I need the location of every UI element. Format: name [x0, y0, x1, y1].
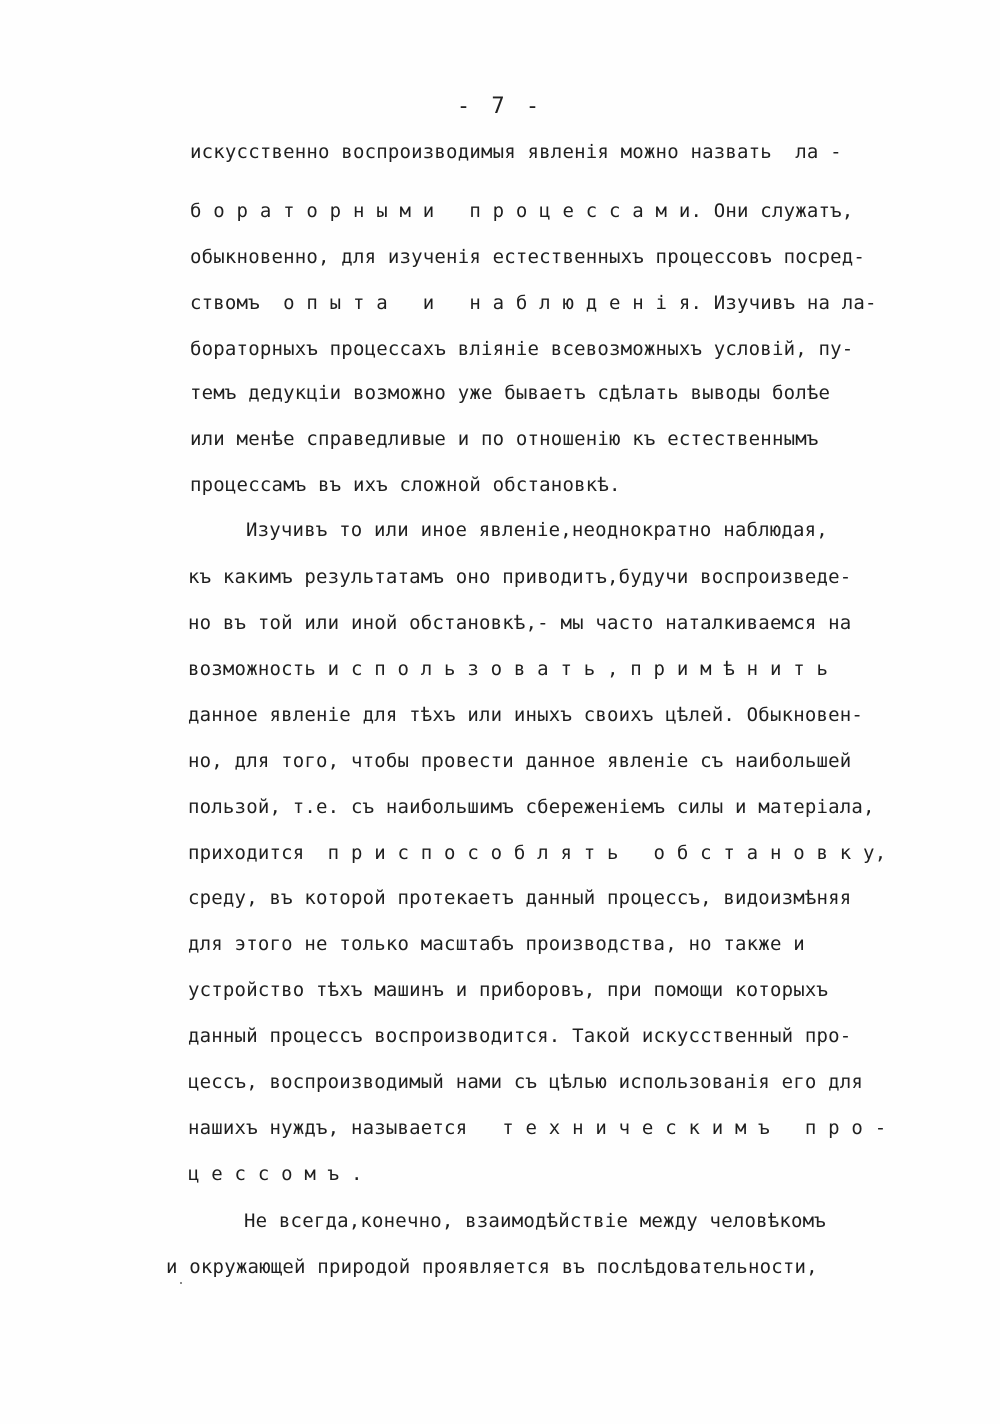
text-line: процессамъ въ ихъ сложной обстановкѣ.	[190, 474, 621, 496]
text-line: среду, въ которой протекаетъ данный процессъ, видоизмѣняя	[188, 887, 852, 909]
text-line: цессъ, воспроизводимый нами съ цѣлью использованія его для	[188, 1071, 864, 1093]
text-line: Изучивъ то или иное явленіе,неоднократно наблюдая,	[246, 519, 828, 541]
text-line: пользой, т.е. съ наибольшимъ сбереженіемъ силы и матеріала,	[188, 796, 875, 818]
text-line: данное явленіе для тѣхъ или иныхъ своихъ цѣлей. Обыкновен-	[188, 704, 864, 726]
text-line: но, для того, чтобы провести данное явленіе съ наибольшей	[188, 750, 852, 772]
text-line: къ какимъ результатамъ оно приводитъ,будучи воспроизведе-	[188, 566, 852, 588]
text-line: бораторныхъ процессахъ вліяніе всевозможныхъ условій, пу-	[190, 338, 854, 360]
text-line: возможность и с п о л ь з о в а т ь , п р и м ѣ н и т ь	[188, 658, 829, 680]
text-line: ствомъ о п ы т а и н а б л ю д е н і я. Изучивъ на ла-	[190, 292, 877, 314]
text-line: и окружающей природой проявляется въ послѣдовательности,	[166, 1256, 818, 1278]
scan-speck	[180, 1282, 182, 1284]
text-line: ц е с с о м ъ .	[188, 1163, 363, 1185]
text-line: но въ той или иной обстановкѣ,- мы часто наталкиваемся на	[188, 612, 852, 634]
text-line: устройство тѣхъ машинъ и приборовъ, при помощи которыхъ	[188, 979, 829, 1001]
text-line: искусственно воспроизводимыя явленія можно назвать ла -	[190, 141, 842, 163]
text-line: данный процессъ воспроизводится. Такой искусственный про-	[188, 1025, 852, 1047]
text-line: обыкновенно, для изученія естественныхъ процессовъ посред-	[190, 246, 866, 268]
text-line: б о р а т о р н ы м и п р о ц е с с а м и. Они служатъ,	[190, 200, 854, 222]
page-number: - 7 -	[456, 94, 544, 119]
text-line: темъ дедукціи возможно уже бываетъ сдѣлать выводы болѣе	[190, 382, 831, 404]
text-line: для этого не только масштабъ производства, но также и	[188, 933, 805, 955]
text-line: приходится п р и с п о с о б л я т ь о б с т а н о в к у,	[188, 842, 887, 864]
text-line: Не всегда,конечно, взаимодѣйствіе между человѣкомъ	[244, 1210, 826, 1232]
text-line: нашихъ нуждъ, называется т е х н и ч е с к и м ъ п р о -	[188, 1117, 887, 1139]
text-line: или менѣе справедливые и по отношенію къ естественнымъ	[190, 428, 819, 450]
